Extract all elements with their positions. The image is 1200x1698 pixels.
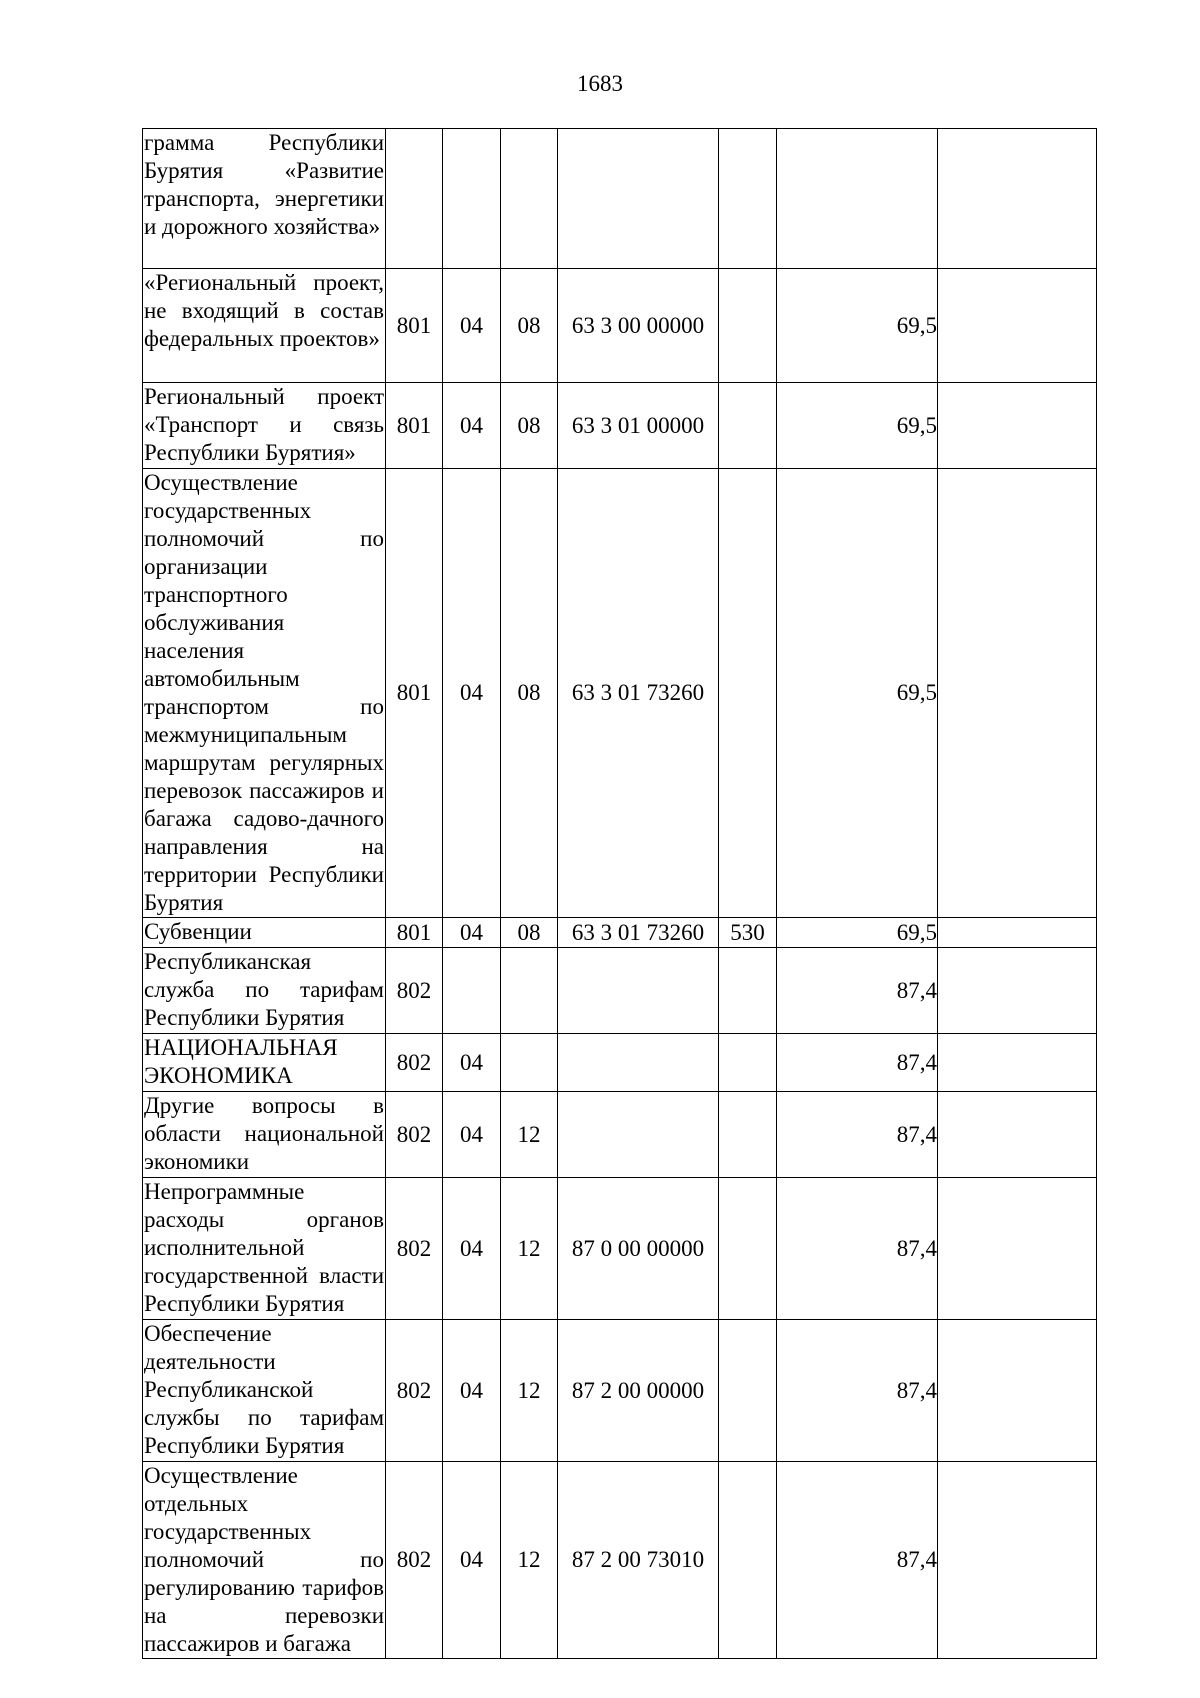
table-row: [143, 1034, 1097, 1092]
table-row: [143, 469, 1097, 918]
row-cs: 87 2 00 73010: [558, 1462, 719, 1659]
row-extra: [938, 1178, 1097, 1320]
row-pr: 12: [501, 1462, 558, 1659]
row-extra: [938, 1320, 1097, 1462]
row-rz: [443, 948, 501, 1034]
row-sum: 69,5: [777, 383, 938, 469]
row-sum: 69,5: [777, 469, 938, 918]
row-pr: 12: [501, 1092, 558, 1178]
row-gr: 802: [386, 1034, 443, 1092]
row-gr: 802: [386, 1462, 443, 1659]
table-row: [143, 269, 1097, 383]
row-sum: 87,4: [777, 1178, 938, 1320]
row-cs: 63 3 00 00000: [558, 269, 719, 383]
row-sum: 87,4: [777, 1034, 938, 1092]
row-gr: 801: [386, 918, 443, 948]
row-name: Осуществление отдельных государственных полномочий по регулированию тарифов на перевозки пассажиров и багажа: [143, 1462, 386, 1659]
row-rz: 04: [443, 269, 501, 383]
row-cs: 87 2 00 00000: [558, 1320, 719, 1462]
row-gr: 802: [386, 1092, 443, 1178]
table-row: [143, 948, 1097, 1034]
row-rz: 04: [443, 1462, 501, 1659]
row-gr: 801: [386, 383, 443, 469]
row-vr: [719, 948, 777, 1034]
row-pr: 08: [501, 918, 558, 948]
row-gr: [386, 129, 443, 269]
row-gr: 801: [386, 269, 443, 383]
row-pr: [501, 129, 558, 269]
row-rz: 04: [443, 918, 501, 948]
table-row: [143, 918, 1097, 948]
row-extra: [938, 1034, 1097, 1092]
row-vr: [719, 269, 777, 383]
table-row: [143, 1178, 1097, 1320]
row-sum: 87,4: [777, 1092, 938, 1178]
row-pr: 08: [501, 469, 558, 918]
row-name: Обеспечение деятельности Республиканской службы по тарифам Республики Бурятия: [143, 1320, 386, 1462]
row-rz: 04: [443, 469, 501, 918]
row-pr: 12: [501, 1320, 558, 1462]
row-extra: [938, 269, 1097, 383]
table-row: [143, 129, 1097, 269]
row-cs: 63 3 01 73260: [558, 918, 719, 948]
row-pr: 08: [501, 383, 558, 469]
row-pr: [501, 948, 558, 1034]
row-sum: 69,5: [777, 269, 938, 383]
row-rz: 04: [443, 1320, 501, 1462]
row-name: Субвенции: [143, 918, 386, 948]
row-vr: [719, 383, 777, 469]
row-extra: [938, 129, 1097, 269]
row-cs: 87 0 00 00000: [558, 1178, 719, 1320]
row-extra: [938, 1092, 1097, 1178]
row-gr: 801: [386, 469, 443, 918]
row-vr: [719, 1462, 777, 1659]
row-name: НАЦИОНАЛЬНАЯ ЭКОНОМИКА: [143, 1034, 386, 1092]
table-body: [143, 129, 1097, 1659]
row-cs: [558, 129, 719, 269]
row-cs: [558, 948, 719, 1034]
row-extra: [938, 469, 1097, 918]
row-vr: [719, 1320, 777, 1462]
row-cs: [558, 1092, 719, 1178]
page-number: 1683: [577, 71, 623, 96]
row-rz: 04: [443, 1092, 501, 1178]
table-row: [143, 1462, 1097, 1659]
row-sum: 69,5: [777, 918, 938, 948]
row-pr: 12: [501, 1178, 558, 1320]
row-cs: [558, 1034, 719, 1092]
row-extra: [938, 918, 1097, 948]
row-gr: 802: [386, 1320, 443, 1462]
row-vr: [719, 1034, 777, 1092]
row-sum: 87,4: [777, 1320, 938, 1462]
row-rz: 04: [443, 1178, 501, 1320]
row-name: Непрограммные расходы органов исполнительной государственной власти Республики Бурятия: [143, 1178, 386, 1320]
row-name: Осуществление государственных полномочий по организации транспортного обслуживания населения автомобильным транспортом по межмуниципальным маршрутам регулярных перевозок пассажиров и багажа садово-дачного направления на территории Республики Бурятия: [143, 469, 386, 918]
row-pr: [501, 1034, 558, 1092]
row-extra: [938, 1462, 1097, 1659]
row-extra: [938, 383, 1097, 469]
row-name: Другие вопросы в области национальной экономики: [143, 1092, 386, 1178]
row-gr: 802: [386, 1178, 443, 1320]
row-cs: 63 3 01 73260: [558, 469, 719, 918]
row-vr: [719, 1178, 777, 1320]
table-row: [143, 383, 1097, 469]
row-sum: [777, 129, 938, 269]
row-vr: [719, 1092, 777, 1178]
row-pr: 08: [501, 269, 558, 383]
table-row: [143, 1320, 1097, 1462]
row-rz: 04: [443, 383, 501, 469]
row-name: Республиканская служба по тарифам Республики Бурятия: [143, 948, 386, 1034]
row-name: Региональный проект «Транспорт и связь Республики Бурятия»: [143, 383, 386, 469]
row-extra: [938, 948, 1097, 1034]
row-vr: [719, 129, 777, 269]
row-gr: 802: [386, 948, 443, 1034]
table-row: [143, 1092, 1097, 1178]
row-sum: 87,4: [777, 1462, 938, 1659]
budget-table: [142, 128, 1097, 1659]
row-rz: [443, 129, 501, 269]
row-name: грамма Республики Бурятия «Развитие транспорта, энергетики и дорожного хозяйства»: [143, 129, 386, 269]
row-sum: 87,4: [777, 948, 938, 1034]
row-vr: [719, 469, 777, 918]
row-vr: 530: [719, 918, 777, 948]
row-name: «Региональный проект, не входящий в состав федеральных проектов»: [143, 269, 386, 383]
row-rz: 04: [443, 1034, 501, 1092]
row-cs: 63 3 01 00000: [558, 383, 719, 469]
